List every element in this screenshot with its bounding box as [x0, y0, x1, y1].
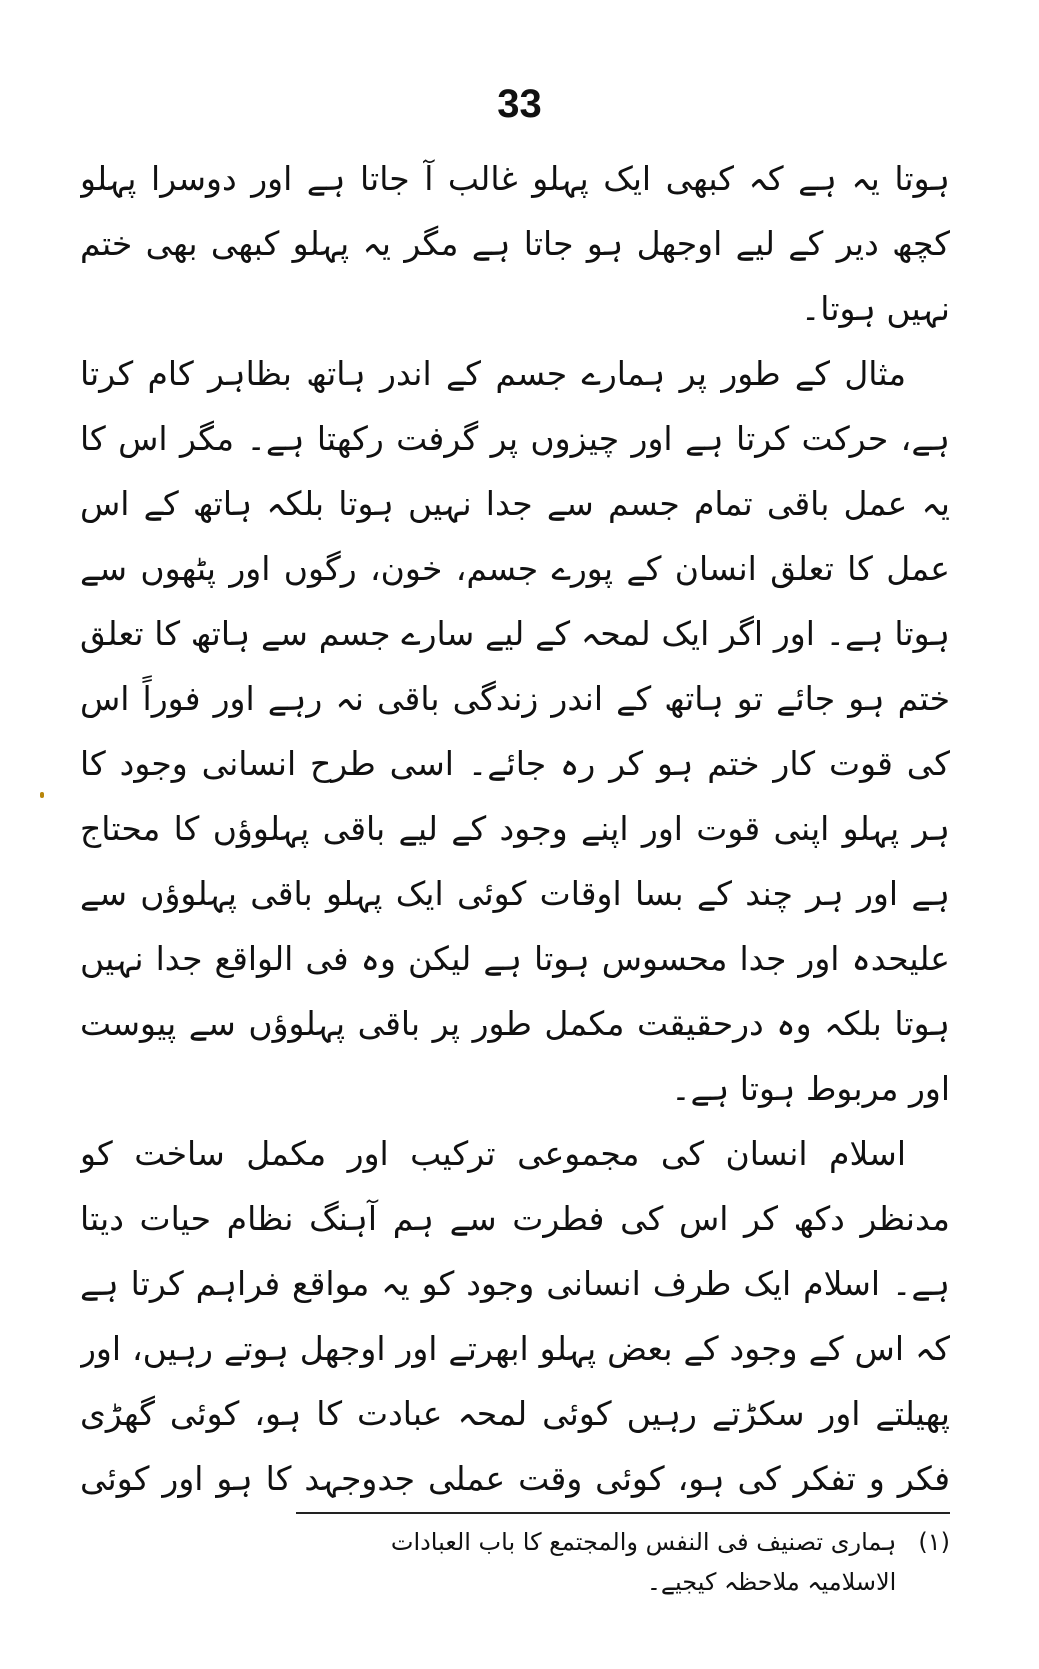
footnote-marker: (۱): [918, 1528, 950, 1556]
paragraph-3: اسلام انسان کی مجموعی ترکیب اور مکمل ساخت کو مدنظر دکھ کر اس کی فطرت سے ہم آہنگ نظام حیات دیتا ہے۔ اسلام ایک طرف انسانی وجود کو یہ مواقع فراہم کرتا ہے کہ اس کے وجود کے بعض پہلو ابھرتے اور اوجھل ہوتے رہیں، اور پھیلتے اور سکڑتے رہیں کوئی لمحہ عبادت کا ہو، کوئی گھڑی فکر و تفکر کی ہو، کوئی وقت عملی جدوجہد کا ہو اور کوئی: [80, 1134, 950, 1498]
scan-speck: [40, 792, 44, 798]
body-text: [80, 146, 950, 1516]
paragraph-1: ہوتا یہ ہے کہ کبھی ایک پہلو غالب آ جاتا ہے اور دوسرا پہلو کچھ دیر کے لیے اوجھل ہو جاتا ہے مگر یہ پہلو کبھی بھی ختم نہیں ہوتا۔: [80, 159, 950, 328]
page-number: 33: [497, 82, 542, 126]
footnote-divider: [296, 1512, 950, 1514]
footnote: [296, 1522, 950, 1602]
paragraph-2: مثال کے طور پر ہمارے جسم کے اندر ہاتھ بظاہر کام کرتا ہے، حرکت کرتا ہے اور چیزوں پر گرفت رکھتا ہے۔ مگر اس کا یہ عمل باقی تمام جسم سے جدا نہیں ہوتا بلکہ ہاتھ کے اس عمل کا تعلق انسان کے پورے جسم، خون، رگوں اور پٹھوں سے ہوتا ہے۔ اور اگر ایک لمحہ کے لیے سارے جسم سے ہاتھ کا تعلق ختم ہو جائے تو ہاتھ کے اندر زندگی باقی نہ رہے اور فوراً اس کی قوت کار ختم ہو کر رہ جائے۔ اسی طرح انسانی وجود کا ہر پہلو اپنی قوت اور اپنے وجود کے لیے باقی پہلوؤں کا محتاج ہے اور ہر چند کے بسا اوقات کوئی ایک پہلو باقی پہلوؤں سے علیحدہ اور جدا محسوس ہوتا ہے لیکن وہ فی الواقع جدا نہیں ہوتا بلکہ وہ درحقیقت مکمل طور پر باقی پہلوؤں سے پیوست اور مربوط ہوتا ہے۔: [80, 354, 950, 1108]
footnote-text: ہماری تصنیف فی النفس والمجتمع کا باب العبادات الاسلامیہ ملاحظہ کیجیے۔: [390, 1528, 897, 1596]
